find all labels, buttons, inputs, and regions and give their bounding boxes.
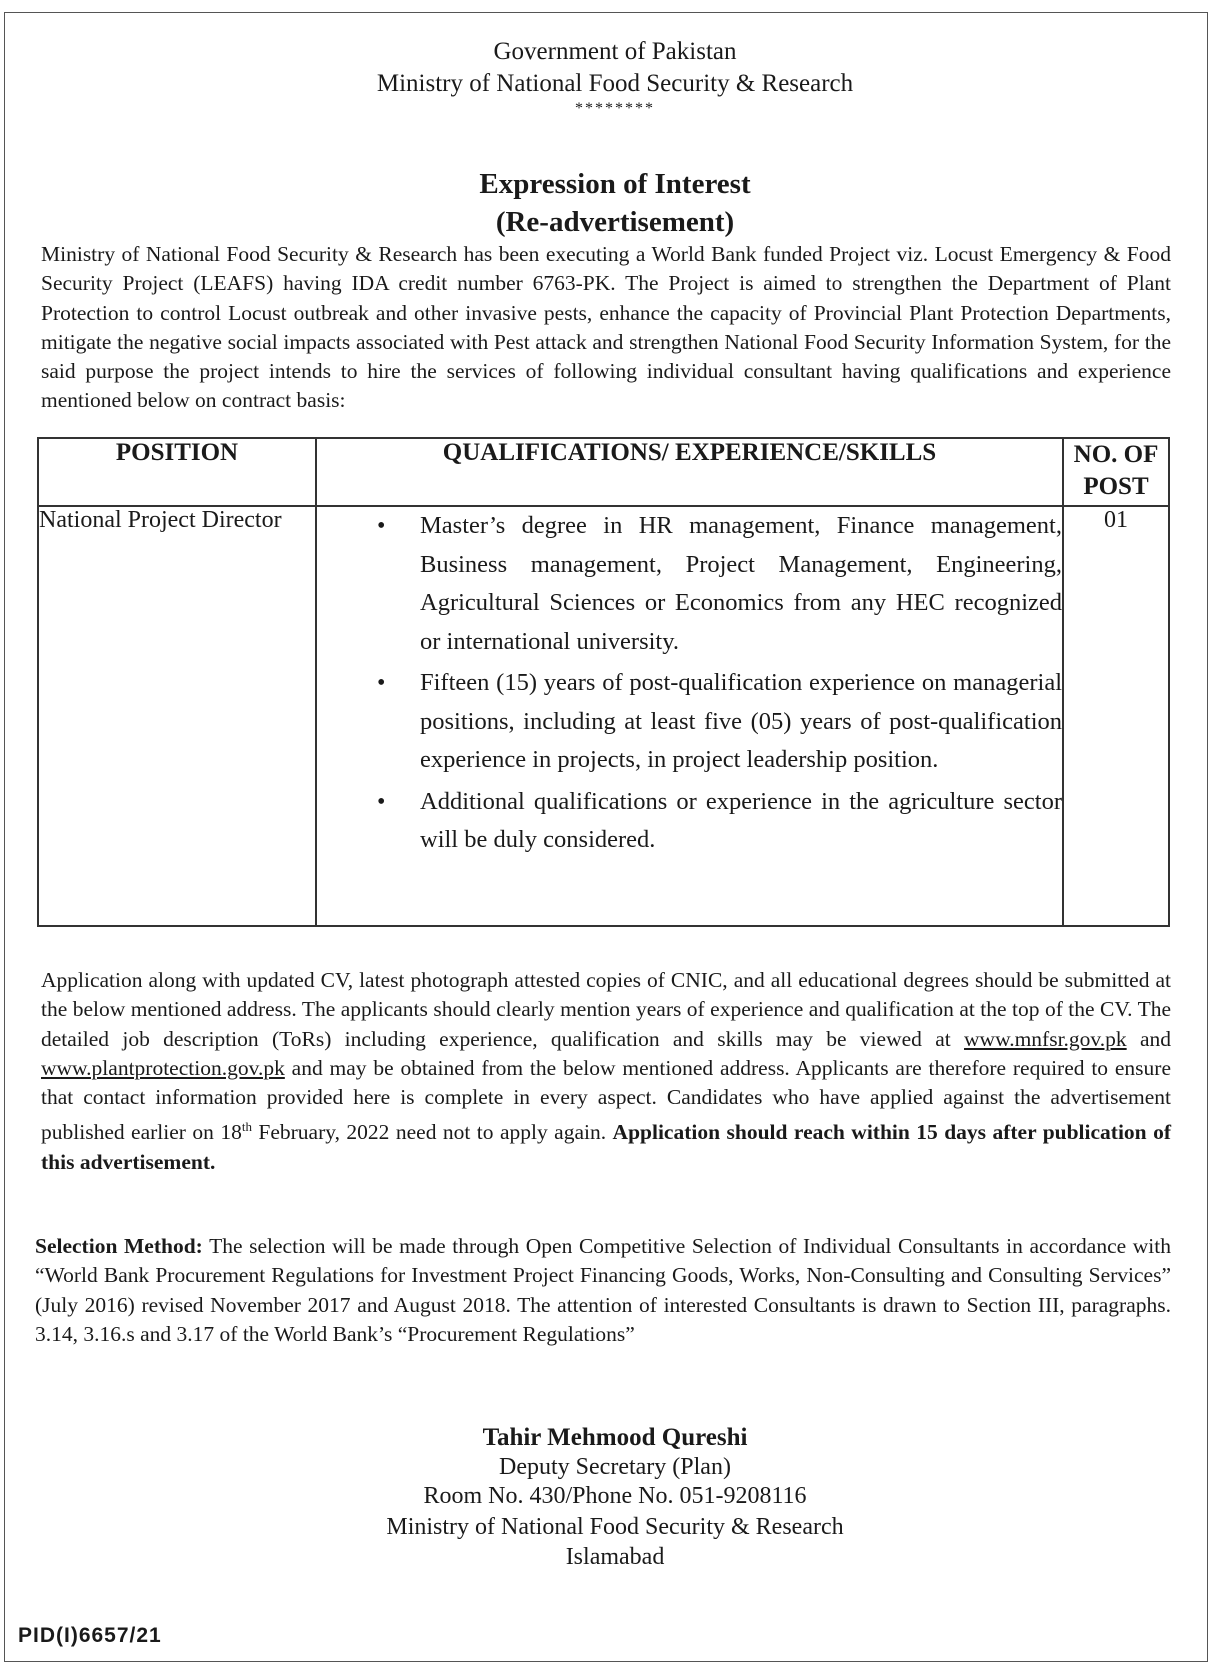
- plantprotection-link[interactable]: www.plantprotection.gov.pk: [41, 1055, 285, 1080]
- selection-method-label: Selection Method:: [35, 1234, 203, 1258]
- table-header-row: [38, 438, 1169, 506]
- government-heading: Government of Pakistan: [493, 38, 737, 65]
- header-qualifications: QUALIFICATIONS/ EXPERIENCE/SKILLS: [316, 438, 1063, 506]
- signatory-name: Tahir Mehmood Qureshi: [482, 1424, 748, 1451]
- positions-table: [37, 437, 1170, 927]
- bullet-icon: •: [377, 670, 386, 696]
- signatory-contact: Room No. 430/Phone No. 051-9208116: [423, 1483, 807, 1509]
- deadline-notice: Application should reach within 15 days after publication of this advertisement.: [41, 1120, 1171, 1174]
- signatory-city: Islamabad: [565, 1544, 665, 1570]
- position-cell: National Project Director: [38, 506, 316, 926]
- qualification-text: Additional qualifications or experience in the agriculture sector will be duly considered.: [420, 787, 1062, 853]
- list-item: [317, 783, 1062, 860]
- qualification-text: Fifteen (15) years of post-qualification experience on managerial positions, including at least five (05) years of post-qualification experience in projects, in project leadership position.: [420, 669, 1062, 773]
- header-no-of-post-line1: NO. OF: [1073, 441, 1159, 468]
- intro-paragraph: Ministry of National Food Security & Research has been executing a World Bank funded Project viz. Locust Emergency & Food Security Project (LEAFS) having IDA credit number 6763-PK. The Project is aimed to strengthen the Department of Plant Protection to control Locust outbreak and other invasive pests, enhance the capacity of Provincial Plant Protection Departments, mitigate the negative social impacts associated with Pest attack and strengthen National Food Security Information System, for the said purpose the project intends to hire the services of following individual consultant having qualifications and experience mentioned below on contract basis:: [41, 242, 1171, 413]
- mnfsr-link[interactable]: www.mnfsr.gov.pk: [964, 1026, 1127, 1051]
- bullet-icon: •: [377, 513, 386, 539]
- list-item: [317, 507, 1062, 661]
- application-paragraph: [41, 966, 1171, 1177]
- application-text-2: and: [1126, 1026, 1171, 1051]
- pid-number: PID(I)6657/21: [18, 1624, 162, 1647]
- qualifications-list: [317, 507, 1062, 860]
- date-suffix: th: [241, 1119, 252, 1135]
- qualifications-cell: [316, 506, 1063, 926]
- posts-cell: 01: [1063, 506, 1169, 926]
- application-text-4: February, 2022 need not to apply again.: [251, 1120, 613, 1145]
- header-no-of-post-line2: POST: [1083, 473, 1149, 500]
- selection-method-paragraph: [35, 1232, 1171, 1349]
- document-title: Expression of Interest: [479, 168, 751, 200]
- header-position: POSITION: [38, 438, 316, 506]
- signatory-ministry: Ministry of National Food Security & Research: [386, 1514, 844, 1540]
- qualification-text: Master’s degree in HR management, Finance management, Business management, Project Management, Engineering, Agricultural Sciences or Economics from any HEC recognized or international university.: [420, 512, 1062, 655]
- header-no-of-post: [1063, 438, 1169, 506]
- ministry-heading: Ministry of National Food Security & Research: [376, 70, 854, 97]
- list-item: [317, 664, 1062, 780]
- selection-method-text: The selection will be made through Open Competitive Selection of Individual Consultants in accordance with “World Bank Procurement Regulations for Investment Project Financing Goods, Works, Non-Consulting and Consulting Services” (July 2016) revised November 2017 and August 2018. The attention of interested Consultants is drawn to Section III, paragraphs. 3.14, 3.16.s and 3.17 of the World Bank’s “Procurement Regulations”: [35, 1234, 1172, 1346]
- signatory-designation: Deputy Secretary (Plan): [499, 1454, 731, 1480]
- table-row: [38, 506, 1169, 926]
- document-subtitle: (Re-advertisement): [495, 206, 735, 238]
- separator-stars: ********: [575, 100, 655, 117]
- bullet-icon: •: [377, 788, 386, 815]
- application-text-1: Application along with updated CV, latest photograph attested copies of CNIC, and all educational degrees should be submitted at the below mentioned address. The applicants should clearly mention years of experience and qualification at the top of the CV. The detailed job description (ToRs) including experience, qualification and skills may be viewed at: [41, 968, 1171, 1051]
- application-text-3: and may be obtained from the below mentioned address. Applicants are therefore required to ensure that contact information provided here is complete in every aspect. Candidates who have applied against the advertisement published earlier on 18: [41, 1055, 1171, 1145]
